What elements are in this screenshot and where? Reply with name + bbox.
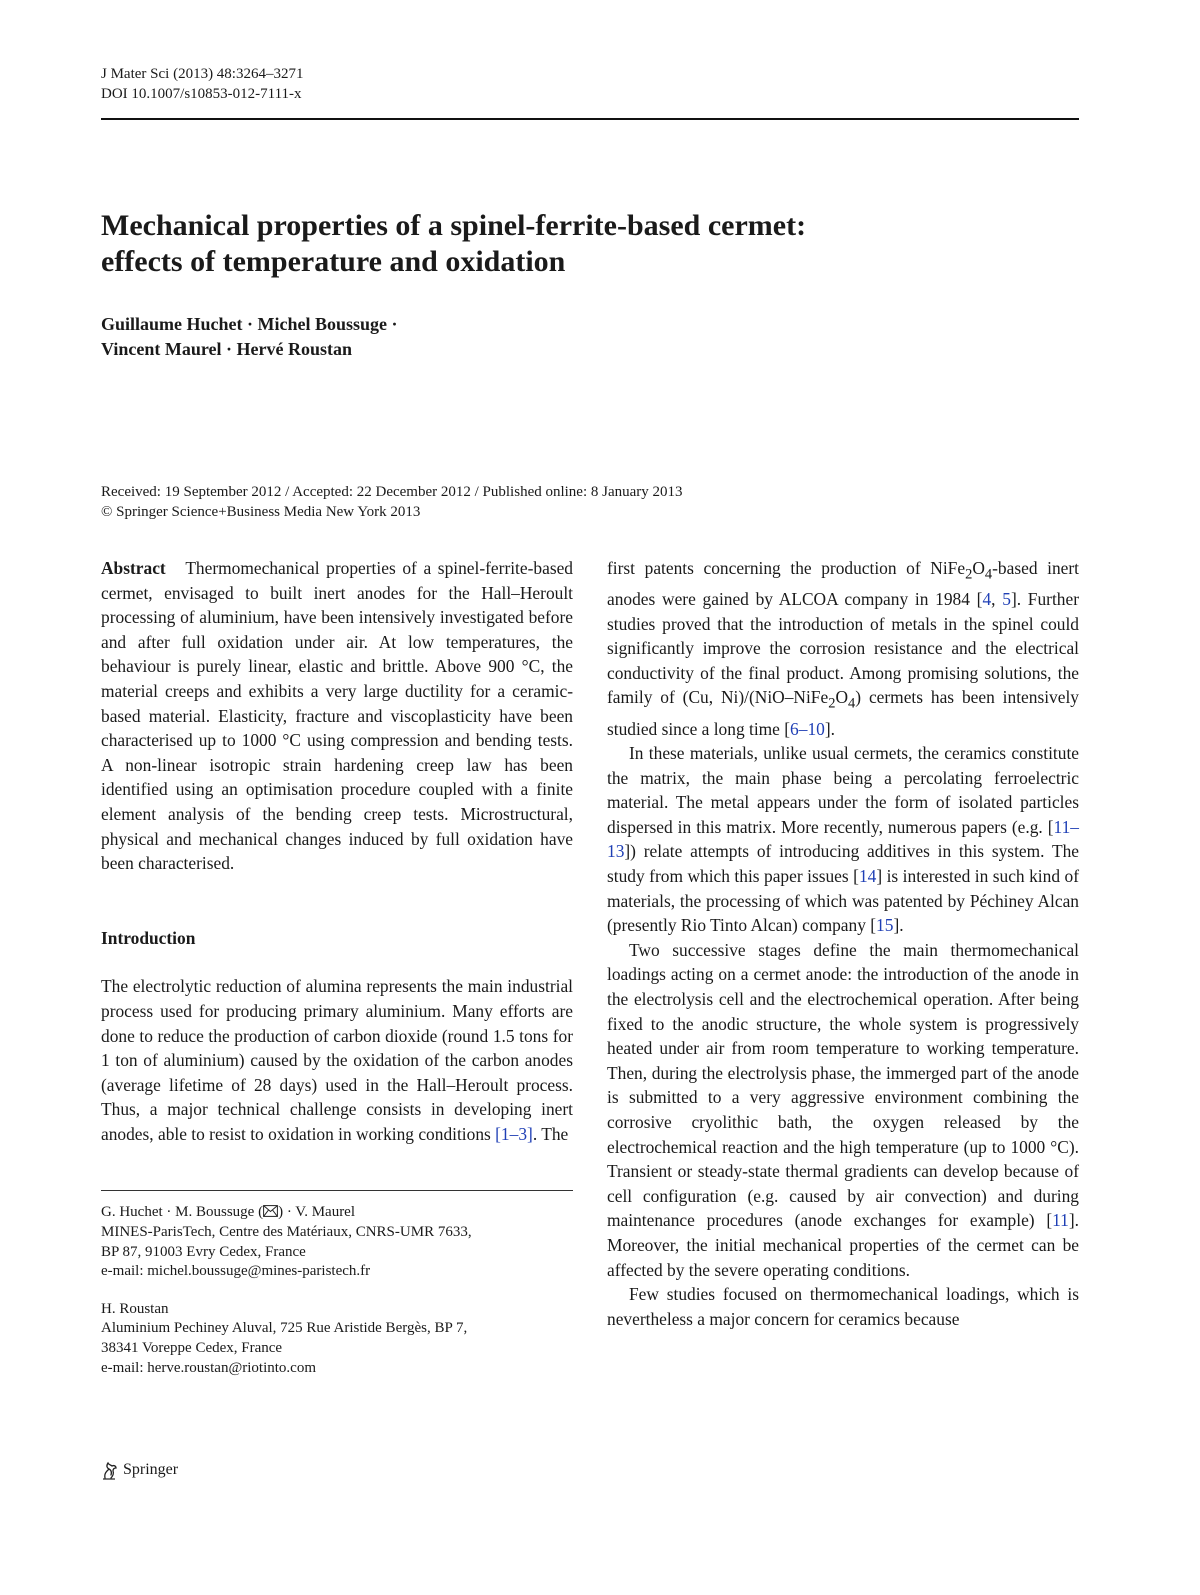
citation-link[interactable]: 5 <box>1002 589 1011 610</box>
text-run: O <box>972 558 985 578</box>
text-run: ]. <box>893 915 904 936</box>
journal-citation: J Mater Sci (2013) 48:3264–3271 <box>101 66 304 82</box>
text-run: ) cermets has been intensively studied since a long time [ <box>607 687 1079 739</box>
author-list <box>101 312 398 362</box>
abstract <box>101 556 573 876</box>
intro-paragraph-1-continued <box>607 556 1079 741</box>
copyright: © Springer Science+Business Media New York 2013 <box>101 504 421 520</box>
affiliation-2-institute: Aluminium Pechiney Aluval, 725 Rue Aristide Bergès, BP 7, <box>101 1320 468 1337</box>
authors-line-1: Guillaume Huchet · Michel Boussuge · <box>101 314 398 334</box>
footnote-rule <box>101 1190 573 1191</box>
subscript: 4 <box>848 695 856 712</box>
intro-p1-text: The electrolytic reduction of alumina represents the main industrial process used for producing primary aluminium. Many efforts are done to reduce the production of carbon dioxide (round 1.5 tons for 1 ton of aluminium) caused by the oxidation of the carbon anodes (average lifetime of 28 days) used in the Hall–Heroult process. Thus, a major technical challenge consists in developing inert anodes, able to resist to oxidation in working conditions <box>101 976 573 1144</box>
intro-paragraph-2 <box>607 741 1079 938</box>
subscript: 4 <box>984 566 993 583</box>
citation-link[interactable]: 6–10 <box>790 718 825 739</box>
affiliation-2 <box>101 1300 573 1378</box>
citation-link[interactable]: [1–3] <box>495 1123 533 1144</box>
affiliation-1 <box>101 1203 573 1281</box>
affiliation-1-names-pre: G. Huchet · M. Boussuge ( <box>101 1204 264 1221</box>
publisher-name: Springer <box>123 1461 179 1478</box>
abstract-text: Thermomechanical properties of a spinel-ferrite-based cermet, envisaged to built inert anodes for the Hall–Heroult processing of aluminium, have been intensively investigated before and after full oxidation under air. At low temperatures, the behaviour is purely linear, elastic and brittle. Above 900 °C, the material creeps and exhibits a very large ductility for a ceramic-based material. Elasticity, fracture and viscoplasticity have been characterised up to 1000 °C using compression and bending tests. A non-linear isotropic strain hardening creep law has been identified using an optimisation procedure coupled with a finite element analysis of the bending creep tests. Microstructural, physical and mechanical changes induced by full oxidation have been characterised. <box>101 558 573 874</box>
text-run: Two successive stages define the main thermomechanical loadings acting on a cermet anode: the introduction of the anode in the electrolysis cell and the electrochemical operation. After being fixed to the anodic structure, the whole system is progressively heated under air from room temperature to working temperature. Then, during the electrolysis phase, the immerged part of the anode is submitted to a very aggressive environment combining the corrosive cryolithic bath, the oxygen released by the electrochemical reaction and the high temperature (up to 1000 °C). Transient or steady-state thermal gradients can develop because of cell configuration (e.g. caused by air convection) and during maintenance procedures (anode exchanges for example) [ <box>607 939 1079 1231</box>
text-run: -based inert anodes were gained by ALCOA company in 1984 [ <box>607 558 1079 610</box>
affiliation-2-name: H. Roustan <box>101 1300 169 1317</box>
text-run: O <box>835 687 849 708</box>
received-accepted-published: Received: 19 September 2012 / Accepted: 22 December 2012 / Published online: 8 January 2013 <box>101 484 683 500</box>
intro-paragraph-4: Few studies focused on thermomechanical loadings, which is nevertheless a major concern for ceramics because <box>607 1284 1079 1329</box>
intro-paragraph-1 <box>101 974 573 1146</box>
intro-p1-tail: . The <box>532 1123 569 1144</box>
affiliation-1-email: e-mail: michel.boussuge@mines-paristech.fr <box>101 1263 371 1280</box>
text-run: , <box>991 589 1003 610</box>
text-run: first patents concerning the production of NiFe <box>607 558 966 578</box>
text-run: ]. <box>824 718 835 739</box>
affiliation-1-names-post: ) · V. Maurel <box>278 1204 356 1221</box>
text-run: ]) relate attempts of introducing additives in this system. The study from which this paper issues [ <box>607 841 1079 887</box>
page-footer <box>101 1460 178 1480</box>
affiliation-1-address: BP 87, 91003 Evry Cedex, France <box>101 1243 306 1260</box>
subscript: 2 <box>828 695 836 712</box>
citation-link[interactable]: 11 <box>1052 1210 1069 1231</box>
affiliation-1-institute: MINES-ParisTech, Centre des Matériaux, CNRS-UMR 7633, <box>101 1224 472 1241</box>
text-run: ]. Moreover, the initial mechanical properties of the cermet can be affected by the severe operating conditions. <box>607 1210 1079 1280</box>
title-line-2: effects of temperature and oxidation <box>101 245 566 278</box>
journal-header <box>101 64 303 104</box>
springer-horse-icon <box>101 1460 119 1480</box>
envelope-icon <box>263 1205 278 1217</box>
subscript: 2 <box>965 566 973 583</box>
paper-title <box>101 208 1001 280</box>
abstract-heading: Abstract <box>101 558 166 578</box>
text-run: In these materials, unlike usual cermets, the ceramics constitute the matrix, the main phase being a percolating ferroelectric material. The metal appears under the form of isolated particles dispersed in this matrix. More recently, numerous papers (e.g. [ <box>607 743 1079 837</box>
right-column <box>607 556 1079 1331</box>
left-column <box>101 556 573 1378</box>
authors-line-2: Vincent Maurel · Hervé Roustan <box>101 339 352 359</box>
affiliation-2-email: e-mail: herve.roustan@riotinto.com <box>101 1359 317 1376</box>
citation-link[interactable]: 15 <box>876 915 894 936</box>
introduction-heading: Introduction <box>101 927 196 948</box>
header-rule <box>101 118 1079 120</box>
title-line-1: Mechanical properties of a spinel-ferrite-based cermet: <box>101 209 807 242</box>
publication-history <box>101 482 683 522</box>
affiliation-2-address: 38341 Voreppe Cedex, France <box>101 1340 283 1357</box>
citation-link[interactable]: 4 <box>982 589 992 610</box>
text-run: ] is interested in such kind of materials, the processing of which was patented by Péchiney Alcan (presently Rio Tinto Alcan) company [ <box>607 866 1079 936</box>
doi: DOI 10.1007/s10853-012-7111-x <box>101 86 302 102</box>
intro-paragraph-3 <box>607 938 1079 1282</box>
affiliation-1-names <box>101 1203 573 1223</box>
text-run: ]. Further studies proved that the introduction of metals in the spinel could significantly improve the corrosion resistance and the electrical conductivity of the final product. Among promising solutions, the family of (Cu, Ni)/(NiO–NiFe <box>607 589 1079 708</box>
citation-link[interactable]: 14 <box>858 866 877 887</box>
citation-link[interactable]: 11–13 <box>607 816 1079 862</box>
